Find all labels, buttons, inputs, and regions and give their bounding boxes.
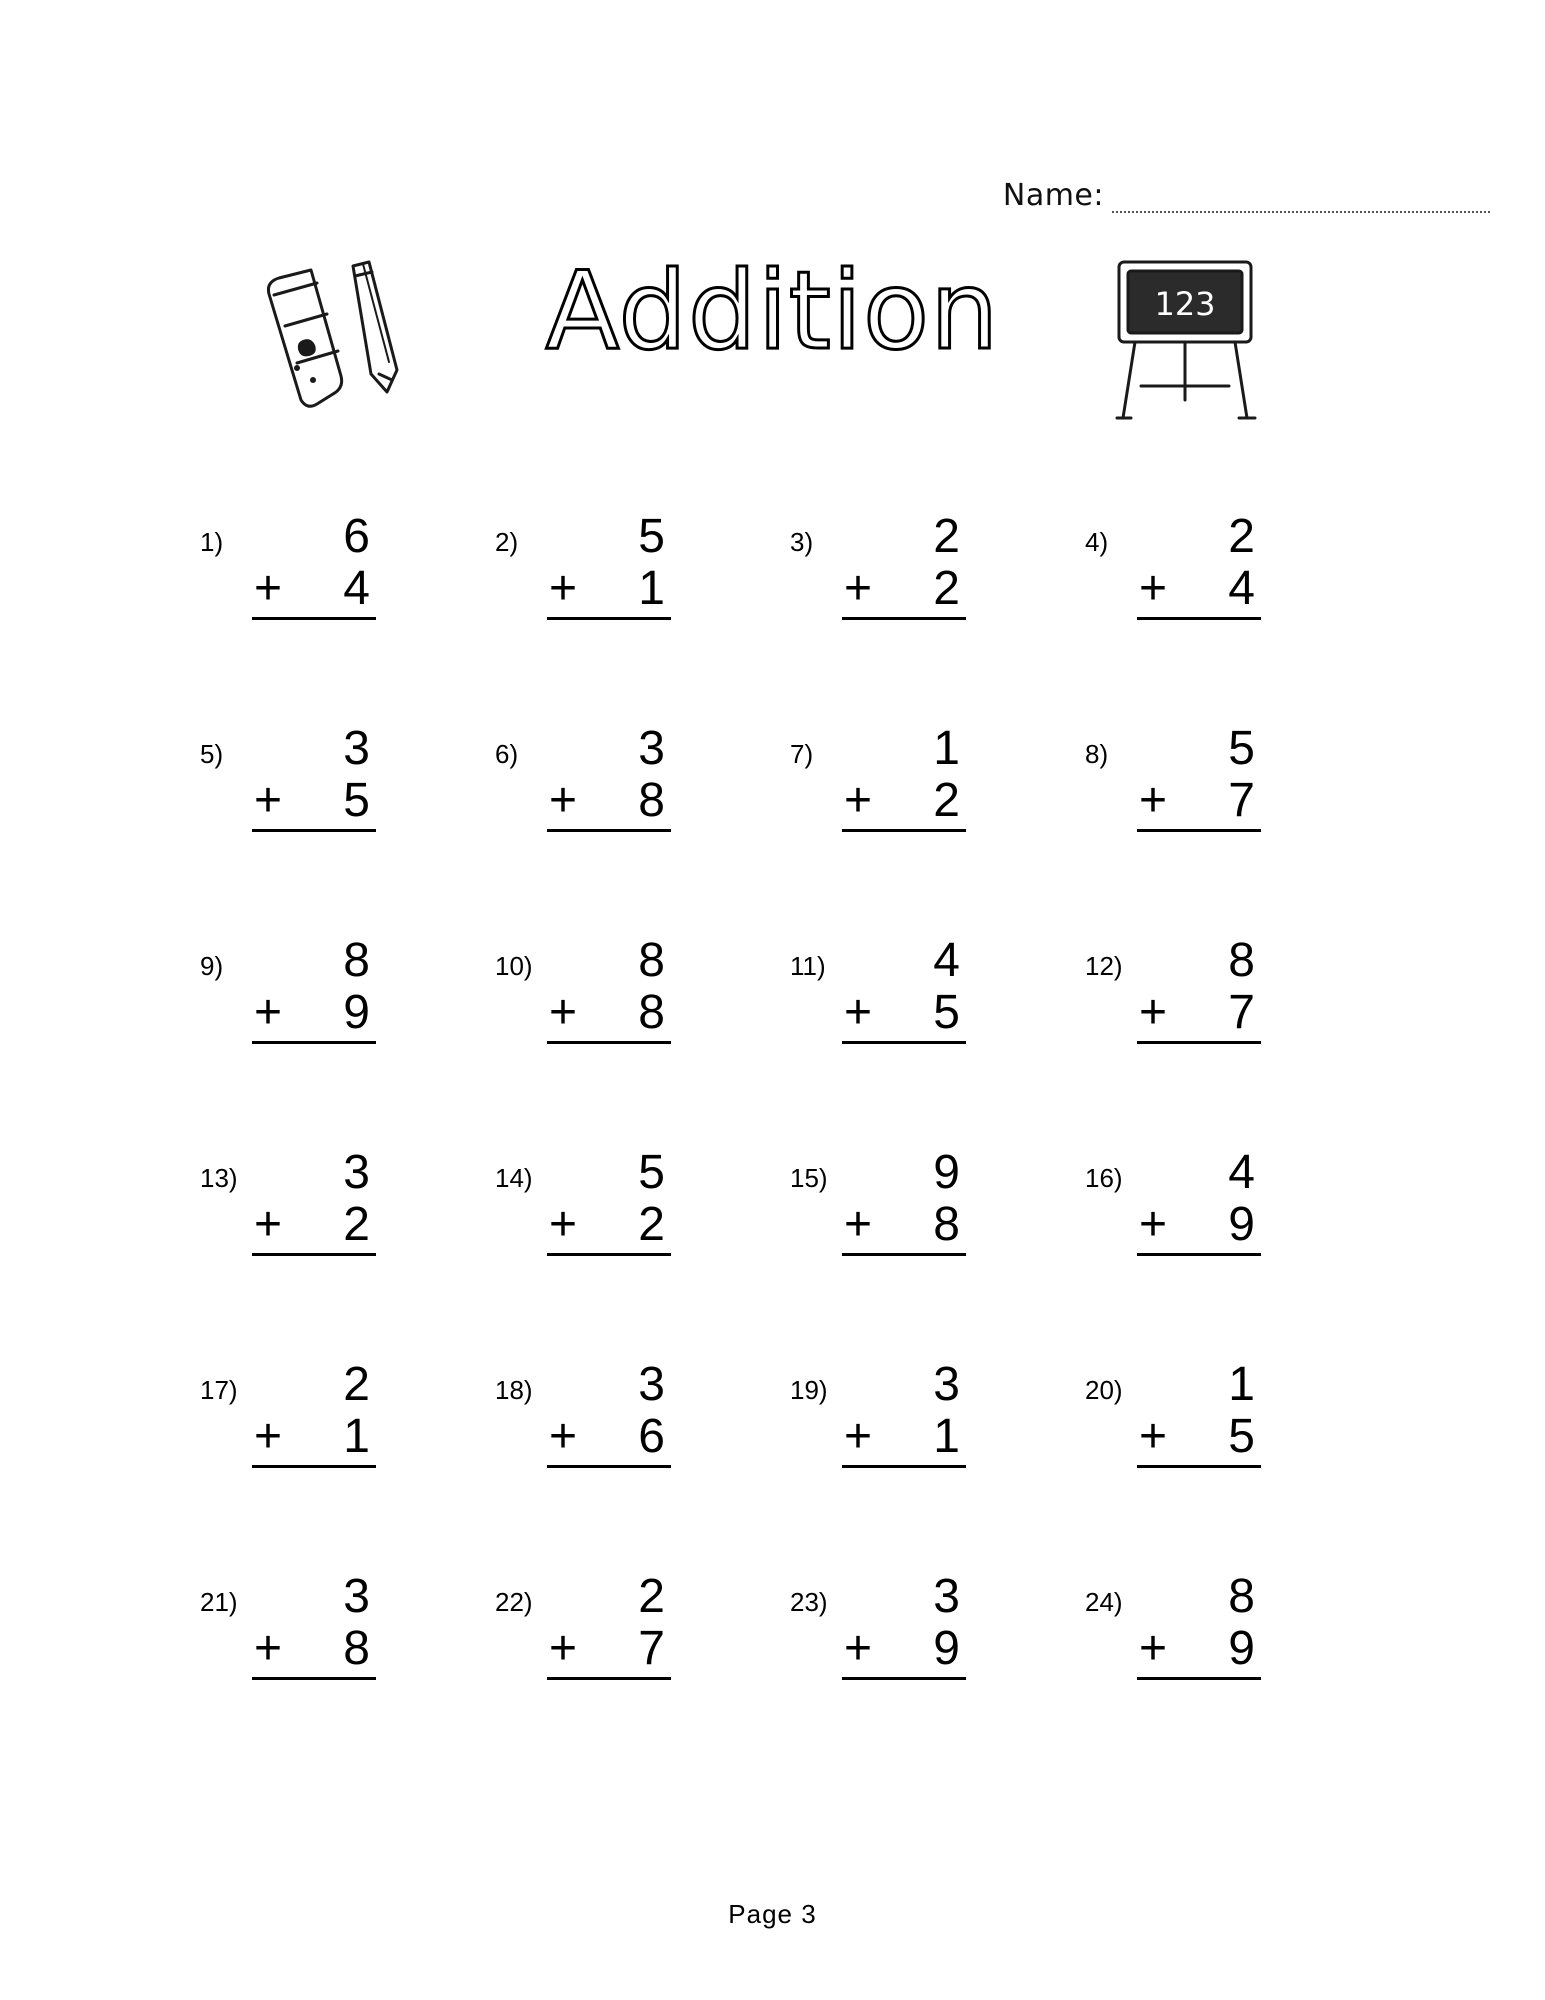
addend-bottom: 2 <box>638 1198 665 1251</box>
problem-item <box>1085 929 1380 1141</box>
addend-bottom: 8 <box>343 1622 370 1675</box>
addend-bottom: 2 <box>933 562 960 615</box>
addend-top: 5 <box>638 1146 665 1199</box>
addend-top: 3 <box>343 1570 370 1623</box>
operator: + <box>844 1198 873 1251</box>
problem-sum[interactable] <box>842 1571 966 1680</box>
problem-sum[interactable] <box>547 935 671 1044</box>
problem-item <box>1085 505 1380 717</box>
problem-item <box>790 505 1085 717</box>
addend-bottom: 8 <box>638 986 665 1039</box>
problem-item <box>790 717 1085 929</box>
problem-sum[interactable] <box>252 1359 376 1468</box>
problem-item <box>790 929 1085 1141</box>
problem-item <box>495 505 790 717</box>
problem-sum[interactable] <box>252 1147 376 1256</box>
problem-item <box>495 717 790 929</box>
addend-top: 2 <box>933 510 960 563</box>
problem-sum[interactable] <box>547 1359 671 1468</box>
operator: + <box>254 1622 283 1675</box>
addend-top: 1 <box>1228 1358 1255 1411</box>
problem-sum[interactable] <box>842 511 966 620</box>
operator: + <box>1139 1622 1168 1675</box>
addend-top: 3 <box>933 1570 960 1623</box>
operator: + <box>844 986 873 1039</box>
problem-item <box>200 505 495 717</box>
problem-item <box>200 1565 495 1777</box>
problem-sum[interactable] <box>1137 1147 1261 1256</box>
addend-bottom: 8 <box>638 774 665 827</box>
addend-bottom: 9 <box>1228 1198 1255 1251</box>
problem-number: 22) <box>495 1587 533 1617</box>
operator: + <box>549 986 578 1039</box>
problem-item <box>200 1141 495 1353</box>
addend-bottom: 9 <box>1228 1622 1255 1675</box>
problem-number: 7) <box>790 739 814 769</box>
operator: + <box>844 1410 873 1463</box>
operator: + <box>1139 562 1168 615</box>
problem-sum[interactable] <box>252 1571 376 1680</box>
addend-bottom: 2 <box>343 1198 370 1251</box>
addend-top: 8 <box>1228 934 1255 987</box>
problems-grid <box>200 505 1380 1777</box>
addend-top: 5 <box>1228 722 1255 775</box>
problem-number: 4) <box>1085 527 1109 557</box>
problem-sum[interactable] <box>842 935 966 1044</box>
chalkboard-easel-icon <box>1105 250 1275 440</box>
problem-item <box>1085 1565 1380 1777</box>
problem-sum[interactable] <box>842 1359 966 1468</box>
problem-sum[interactable] <box>1137 935 1261 1044</box>
addend-top: 2 <box>343 1358 370 1411</box>
addend-bottom: 8 <box>933 1198 960 1251</box>
operator: + <box>549 562 578 615</box>
problem-sum[interactable] <box>252 723 376 832</box>
operator: + <box>844 774 873 827</box>
problem-number: 13) <box>200 1163 238 1193</box>
addend-bottom: 2 <box>933 774 960 827</box>
operator: + <box>254 1198 283 1251</box>
name-label: Name: <box>1002 178 1104 213</box>
addend-top: 6 <box>343 510 370 563</box>
addend-bottom: 4 <box>343 562 370 615</box>
operator: + <box>254 986 283 1039</box>
addend-bottom: 5 <box>343 774 370 827</box>
operator: + <box>254 774 283 827</box>
addend-bottom: 5 <box>1228 1410 1255 1463</box>
addend-bottom: 7 <box>1228 774 1255 827</box>
problem-number: 16) <box>1085 1163 1123 1193</box>
addend-top: 4 <box>1228 1146 1255 1199</box>
addend-top: 8 <box>343 934 370 987</box>
problem-sum[interactable] <box>842 1147 966 1256</box>
operator: + <box>1139 1410 1168 1463</box>
problem-number: 17) <box>200 1375 238 1405</box>
problem-item <box>790 1353 1085 1565</box>
addend-top: 2 <box>638 1570 665 1623</box>
addend-top: 3 <box>343 722 370 775</box>
problem-sum[interactable] <box>547 1571 671 1680</box>
problem-number: 5) <box>200 739 224 769</box>
addend-top: 8 <box>1228 1570 1255 1623</box>
operator: + <box>1139 774 1168 827</box>
problem-number: 2) <box>495 527 519 557</box>
addend-top: 3 <box>638 722 665 775</box>
problem-number: 6) <box>495 739 519 769</box>
problem-number: 8) <box>1085 739 1109 769</box>
problem-number: 23) <box>790 1587 828 1617</box>
problem-item <box>1085 1353 1380 1565</box>
problem-item <box>495 1565 790 1777</box>
addend-bottom: 9 <box>933 1622 960 1675</box>
problem-number: 15) <box>790 1163 828 1193</box>
operator: + <box>1139 986 1168 1039</box>
problem-item <box>495 1141 790 1353</box>
addend-bottom: 1 <box>933 1410 960 1463</box>
problem-sum[interactable] <box>252 935 376 1044</box>
problem-sum[interactable] <box>547 511 671 620</box>
addend-top: 3 <box>933 1358 960 1411</box>
problem-number: 3) <box>790 527 814 557</box>
problem-number: 9) <box>200 951 224 981</box>
addend-bottom: 9 <box>343 986 370 1039</box>
problem-number: 19) <box>790 1375 828 1405</box>
worksheet-header <box>0 248 1545 438</box>
addend-bottom: 7 <box>1228 986 1255 1039</box>
name-input-line[interactable] <box>1112 185 1490 213</box>
addend-bottom: 6 <box>638 1410 665 1463</box>
addend-top: 5 <box>638 510 665 563</box>
problem-number: 20) <box>1085 1375 1123 1405</box>
problem-number: 10) <box>495 951 533 981</box>
addend-bottom: 5 <box>933 986 960 1039</box>
name-field-row <box>1003 178 1490 213</box>
problem-item <box>200 929 495 1141</box>
problem-item <box>790 1565 1085 1777</box>
operator: + <box>844 1622 873 1675</box>
problem-item <box>1085 717 1380 929</box>
problem-item <box>495 1353 790 1565</box>
page-footer: Page 3 <box>728 1899 817 1929</box>
addend-bottom: 4 <box>1228 562 1255 615</box>
operator: + <box>549 1622 578 1675</box>
problem-number: 21) <box>200 1587 238 1617</box>
problem-item <box>200 1353 495 1565</box>
problem-item <box>200 717 495 929</box>
problem-sum[interactable] <box>252 511 376 620</box>
page-title: Addition <box>545 249 1000 374</box>
problem-item <box>495 929 790 1141</box>
addend-top: 8 <box>638 934 665 987</box>
operator: + <box>844 562 873 615</box>
operator: + <box>549 1198 578 1251</box>
addend-top: 3 <box>343 1146 370 1199</box>
svg-text:123: 123 <box>1154 285 1216 323</box>
problem-item <box>790 1141 1085 1353</box>
addend-top: 9 <box>933 1146 960 1199</box>
problem-sum[interactable] <box>1137 1359 1261 1468</box>
problem-sum[interactable] <box>547 723 671 832</box>
addend-bottom: 1 <box>638 562 665 615</box>
addend-bottom: 1 <box>343 1410 370 1463</box>
operator: + <box>254 1410 283 1463</box>
problem-number: 18) <box>495 1375 533 1405</box>
operator: + <box>1139 1198 1168 1251</box>
problem-sum[interactable] <box>842 723 966 832</box>
operator: + <box>549 1410 578 1463</box>
addend-top: 1 <box>933 722 960 775</box>
problem-number: 1) <box>200 527 224 557</box>
addend-bottom: 7 <box>638 1622 665 1675</box>
addend-top: 3 <box>638 1358 665 1411</box>
problem-number: 14) <box>495 1163 533 1193</box>
problem-sum[interactable] <box>1137 1571 1261 1680</box>
problem-sum[interactable] <box>1137 723 1261 832</box>
operator: + <box>549 774 578 827</box>
problem-number: 12) <box>1085 951 1123 981</box>
addend-top: 2 <box>1228 510 1255 563</box>
operator: + <box>254 562 283 615</box>
problem-number: 11) <box>790 951 826 981</box>
addend-top: 4 <box>933 934 960 987</box>
problem-item <box>1085 1141 1380 1353</box>
problem-number: 24) <box>1085 1587 1123 1617</box>
problem-sum[interactable] <box>547 1147 671 1256</box>
problem-sum[interactable] <box>1137 511 1261 620</box>
